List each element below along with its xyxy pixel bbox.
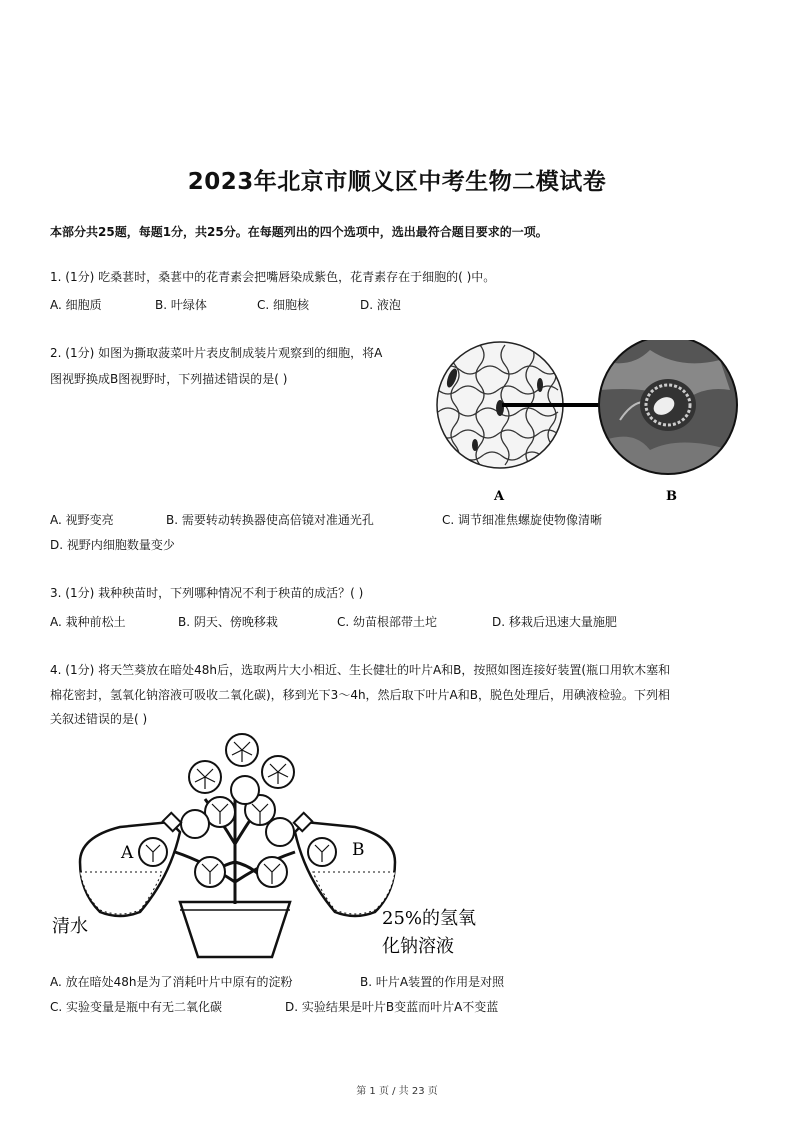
label-naoh-1: 25%的氢氧 xyxy=(382,908,477,929)
q2-option-a: A. 视野变亮 xyxy=(50,513,114,527)
q2-options-row1 xyxy=(50,511,750,531)
q3-option-b: B. 阴天、傍晚移栽 xyxy=(178,615,278,629)
q4-option-a: A. 放在暗处48h是为了消耗叶片中原有的淀粉 xyxy=(50,975,293,989)
q4-stem-line3: 关叙述错误的是( ) xyxy=(50,712,148,726)
figure-label-b: B xyxy=(666,489,677,504)
section-intro: 本部分共25题，每题1分，共25分。在每题列出的四个选项中，选出最符合题目要求的一项。 xyxy=(50,225,548,239)
q4-options-row1 xyxy=(50,973,750,993)
q3-option-c: C. 幼苗根部带土坨 xyxy=(337,615,438,629)
q3-options xyxy=(50,613,750,633)
q1-option-b: B. 叶绿体 xyxy=(155,298,207,312)
q4-option-c: C. 实验变量是瓶中有无二氧化碳 xyxy=(50,1000,223,1014)
field-of-view-b xyxy=(599,340,737,490)
q1-option-c: C. 细胞核 xyxy=(257,298,310,312)
q4-options-row2 xyxy=(50,998,750,1018)
q2-stem-line2: 图视野换成B图视野时，下列描述错误的是( ) xyxy=(50,372,288,386)
q4-option-d: D. 实验结果是叶片B变蓝而叶片A不变蓝 xyxy=(285,1000,499,1014)
leaf-label-a: A xyxy=(121,843,134,863)
q3-stem: 3. (1分) 栽种秧苗时，下列哪种情况不利于秧苗的成活？( ) xyxy=(50,586,364,600)
q2-option-c: C. 调节细准焦螺旋使物像清晰 xyxy=(442,513,603,527)
figure-label-a: A xyxy=(494,489,505,504)
q4-option-b: B. 叶片A装置的作用是对照 xyxy=(360,975,505,989)
q4-plant-apparatus-figure xyxy=(50,732,490,967)
label-water: 清水 xyxy=(52,916,88,937)
q2-stem-line1: 2. (1分) 如图为撕取菠菜叶片表皮制成装片观察到的细胞，将A xyxy=(50,346,383,360)
q2-option-b: B. 需要转动转换器使高倍镜对准通光孔 xyxy=(166,513,374,527)
leaf-label-b: B xyxy=(352,840,365,860)
q4-stem-line2: 棉花密封，氢氧化钠溶液可吸收二氧化碳)，移到光下3～4h，然后取下叶片A和B，脱色处理后，用碘液检验。下列相 xyxy=(50,688,671,702)
q1-stem: 1. (1分) 吃桑葚时，桑葚中的花青素会把嘴唇染成紫色，花青素存在于细胞的( )中。 xyxy=(50,270,496,284)
q1-options xyxy=(50,296,750,316)
page-footer: 第 1 页 / 共 23 页 xyxy=(356,1086,438,1097)
page-title: 2023年北京市顺义区中考生物二模试卷 xyxy=(187,169,607,195)
q1-option-d: D. 液泡 xyxy=(360,298,401,312)
q2-option-d: D. 视野内细胞数量变少 xyxy=(50,538,175,552)
q3-option-a: A. 栽种前松土 xyxy=(50,615,126,629)
q2-microscope-figure xyxy=(420,340,750,510)
label-naoh-2: 化钠溶液 xyxy=(382,936,454,957)
q3-option-d: D. 移栽后迅速大量施肥 xyxy=(492,615,617,629)
q1-option-a: A. 细胞质 xyxy=(50,298,102,312)
q4-stem-line1: 4. (1分) 将天竺葵放在暗处48h后，选取两片大小相近、生长健壮的叶片A和B，按照如图连接好装置(瓶口用软木塞和 xyxy=(50,663,671,677)
